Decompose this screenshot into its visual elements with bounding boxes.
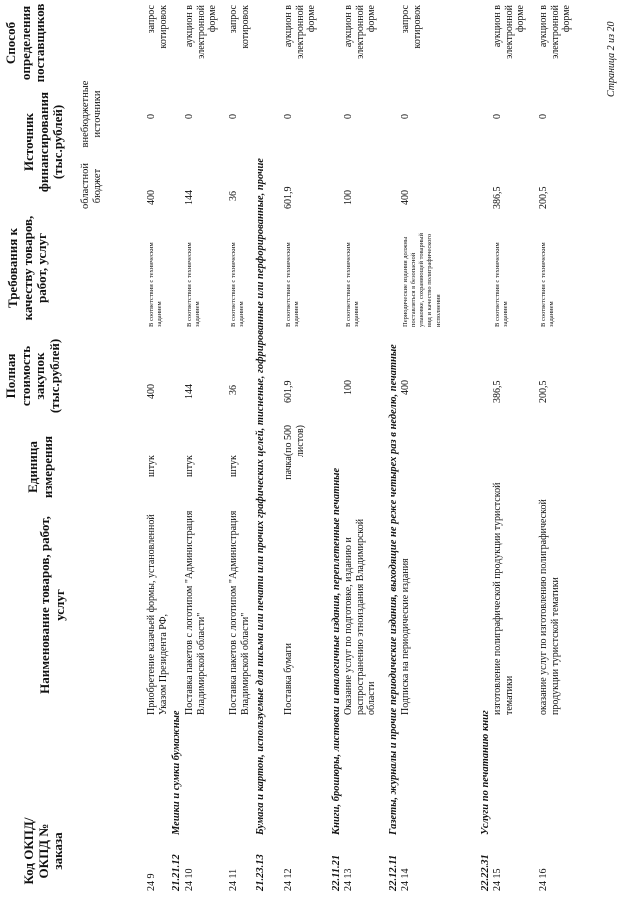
- row-total: 36: [228, 385, 239, 395]
- header-name: Наименование товаров, работ, услуг: [37, 516, 67, 694]
- row-name: Подписка на периодические издания: [400, 558, 411, 715]
- row-external: 0: [146, 114, 157, 119]
- row-method: аукцион в электронной форме: [343, 5, 377, 59]
- row-regional: 400: [146, 190, 157, 205]
- row-regional: 200,5: [538, 186, 549, 209]
- row-external: 0: [492, 114, 503, 119]
- row-code: 24 9: [146, 873, 157, 891]
- group-title: Услуги по печатанию книг: [480, 710, 491, 835]
- header-unit: Единица измерения: [25, 435, 55, 499]
- row-total: 386,5: [492, 380, 503, 403]
- row-external: 0: [228, 114, 239, 119]
- row-requirements: В соответствии с техническим заданием: [345, 242, 361, 327]
- row-name: Поставка пакетов с логотипом "Администрация Владимирской области": [228, 510, 251, 715]
- row-method: запрос котировок: [228, 5, 251, 49]
- row-code: 24 11: [228, 868, 239, 891]
- group-code: 21.23.13: [255, 854, 266, 891]
- header-source-external: внебюджетные источники: [80, 80, 104, 148]
- group-code: 22.22.31: [480, 854, 491, 891]
- row-regional: 144: [184, 190, 195, 205]
- row-regional: 100: [343, 190, 354, 205]
- row-external: 0: [538, 114, 549, 119]
- row-total: 100: [343, 380, 354, 395]
- row-unit: штук: [228, 455, 239, 477]
- row-method: аукцион в электронной форме: [492, 5, 526, 59]
- row-name: Поставка бумаги: [283, 643, 294, 715]
- row-external: 0: [184, 114, 195, 119]
- row-method: запрос котировок: [146, 5, 169, 49]
- row-unit: пачка(по 500 листов): [283, 425, 306, 480]
- row-unit: штук: [184, 455, 195, 477]
- row-method: запрос котировок: [400, 5, 423, 49]
- page-number: Страница 2 из 20: [606, 21, 617, 97]
- row-method: аукцион в электронной форме: [538, 5, 572, 59]
- row-regional: 36: [228, 191, 239, 201]
- row-regional: 400: [400, 190, 411, 205]
- row-requirements: В соответствии с техническим заданием: [148, 242, 164, 327]
- row-code: 24 12: [283, 868, 294, 891]
- row-external: 0: [400, 114, 411, 119]
- row-method: аукцион в электронной форме: [283, 5, 317, 59]
- row-requirements: В соответствии с техническим заданием: [230, 242, 246, 327]
- row-external: 0: [283, 114, 294, 119]
- header-source: Источник финансирования (тыс.рублей): [21, 91, 66, 193]
- row-requirements: В соответствии с техническим заданием: [285, 242, 301, 327]
- row-code: 24 14: [400, 868, 411, 891]
- row-code: 24 13: [343, 868, 354, 891]
- row-name: Поставка пакетов с логотипом "Администрация Владимирской области": [184, 510, 207, 715]
- row-total: 400: [400, 380, 411, 395]
- row-regional: 601,9: [283, 186, 294, 209]
- group-title: Книги, брошюры, листовки и аналогичные издания, переплетенные печатные: [331, 467, 342, 835]
- row-method: аукцион в электронной форме: [184, 5, 218, 59]
- row-requirements: Периодические издания должны поставляться в безопасной упаковке, сохраняющей товарный вид и качество полиграфического исполнения: [402, 232, 442, 327]
- header-total: Полная стоимость закупок (тыс.рублей): [3, 338, 62, 414]
- group-code: 22.12.11: [388, 854, 399, 891]
- group-title: Газеты, журналы и прочие периодические издания, выходящие не реже четырех раз в неделю, печатные: [388, 344, 399, 835]
- row-name: изготовление полиграфической продукции туристской тематики: [492, 482, 515, 715]
- row-code: 24 10: [184, 868, 195, 891]
- row-code: 24 15: [492, 868, 503, 891]
- header-method: Способ определения поставщиков: [3, 3, 48, 83]
- group-title: Мешки и сумки бумажные: [171, 710, 182, 835]
- row-unit: штук: [146, 455, 157, 477]
- header-requirements: Требования к качеству товаров, работ, услуг: [5, 215, 50, 321]
- row-total: 144: [184, 384, 195, 399]
- header-source-regional: областной бюджет: [80, 163, 104, 209]
- row-total: 200,5: [538, 380, 549, 403]
- row-name: Приобретение казачьей формы, установленной Указом Президента РФ,: [146, 514, 169, 715]
- row-requirements: В соответствии с техническим заданием: [540, 242, 556, 327]
- row-total: 400: [146, 384, 157, 399]
- row-code: 24 16: [538, 868, 549, 891]
- row-requirements: В соответствии с техническим заданием: [494, 242, 510, 327]
- row-total: 601,9: [283, 380, 294, 403]
- row-name: оказание услуг по изготовлению полиграфической продукции туристской тематики: [538, 499, 561, 715]
- group-title: Бумага и картон, используемые для письма или печати или прочих графических целей, тисненые, гофрированные или перфорированные, прочие: [255, 158, 266, 835]
- row-name: Оказание услуг по подготовке, изданию и распространению этноиздания Владимирской области: [343, 518, 377, 715]
- row-requirements: В соответствии с техническим заданием: [186, 242, 202, 327]
- row-external: 0: [343, 114, 354, 119]
- group-code: 22.11.21: [331, 854, 342, 891]
- group-code: 21.21.12: [171, 854, 182, 891]
- header-code: Код ОКПД/ ОКПД № заказа: [21, 817, 66, 885]
- row-regional: 386,5: [492, 186, 503, 209]
